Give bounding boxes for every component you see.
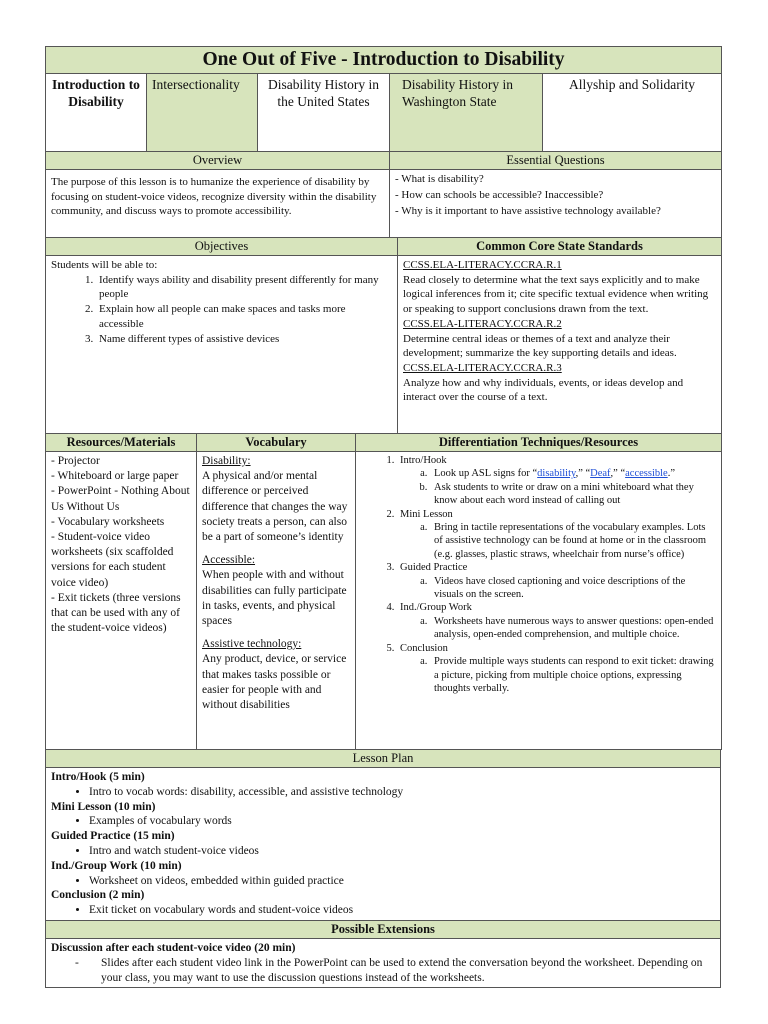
overview-text: The purpose of this lesson is to humanize the experience of disability by focusing on student-voice videos, recognize diversity within the disability community, and discuss ways to promote accessibility. (46, 170, 390, 238)
vocab-term: Assistive technology: (202, 638, 302, 651)
resources-table (45, 433, 722, 750)
objective-item: 3. Name different types of assistive devices (96, 332, 392, 347)
objectives-table (45, 237, 722, 434)
vocabulary-list (197, 452, 356, 750)
lesson-section-title: Ind./Group Work (10 min) (51, 859, 182, 872)
diff-step-conclusion: 5. Conclusion a. Provide multiple ways students can respond to exit ticket: drawing a picture, picking from multiple choice options, expressing thoughts verbally. (397, 642, 716, 696)
objective-item: 1. Identify ways ability and disability present differently for many people (96, 273, 392, 302)
lesson-section-title: Conclusion (2 min) (51, 889, 145, 902)
link-disability[interactable]: disability (537, 468, 576, 480)
lesson-section-bullet: • Intro to vocab words: disability, accessible, and assistive technology (89, 785, 715, 800)
diff-step-guided-practice: 3. Guided Practice a. Videos have closed captioning and voice descriptions of the visuals on the screen. (397, 561, 716, 601)
page-title: One Out of Five - Introduction to Disability (46, 47, 722, 74)
vocab-term: Disability: (202, 455, 251, 467)
standard-text: Determine central ideas or themes of a text and analyze their development; summarize the key supporting details and ideas. (403, 332, 677, 360)
essential-question: - How can schools be accessible? Inaccessible? (395, 189, 604, 201)
overview-heading: Overview (46, 152, 390, 170)
link-deaf[interactable]: Deaf (590, 468, 611, 480)
objectives-body (46, 256, 398, 434)
tab-disability-history-us[interactable]: Disability History in the United States (258, 74, 390, 152)
standard-code: CCSS.ELA-LITERACY.CCRA.R.2 (403, 317, 562, 330)
resource-item: - Vocabulary worksheets (51, 515, 165, 528)
vocab-definition: Any product, device, or service that makes tasks possible or easier for people with and without disabilities (202, 653, 347, 712)
vocabulary-heading: Vocabulary (197, 434, 356, 452)
standard-code: CCSS.ELA-LITERACY.CCRA.R.1 (403, 259, 562, 271)
lesson-plan-body (46, 768, 721, 921)
extension-text: - Slides after each student video link in the PowerPoint can be used to extend the conversation beyond the worksheet. Depending on your class, you may want to use the discussion questions instead of the worksheets. (89, 956, 715, 986)
objective-item: 2. Explain how all people can make spaces and tasks more accessible (96, 302, 392, 331)
extensions-table (45, 920, 721, 988)
objectives-heading: Objectives (46, 238, 398, 256)
tab-intersectionality[interactable]: Intersectionality (147, 74, 258, 152)
vocab-definition: A physical and/or mental difference or perceived difference that changes the way society treats a person, can also be a part of someone’s identity (202, 470, 348, 544)
standards-heading: Common Core State Standards (398, 238, 722, 256)
lesson-plan-heading: Lesson Plan (46, 750, 721, 768)
resource-item: - Exit tickets (three versions that can be used with any of the student-voice videos) (51, 591, 181, 635)
resource-item: - Student-voice video worksheets (six scaffolded versions for each student voice video) (51, 531, 174, 589)
extension-title: Discussion after each student-voice video (20 min) (51, 941, 296, 954)
differentiation-list (356, 452, 722, 750)
standard-text: Read closely to determine what the text says explicitly and to make logical inferences from it; cite specific textual evidence when writing or speaking to support conclusions drawn from the text. (403, 273, 709, 316)
essential-question: - Why is it important to have assistive technology available? (395, 205, 661, 217)
lesson-document (45, 46, 721, 988)
resource-item: - Projector (51, 455, 100, 467)
lesson-section-bullet: • Exit ticket on vocabulary words and student-voice videos (89, 903, 715, 918)
title-table (45, 46, 722, 152)
vocab-definition: When people with and without disabilities can fully participate in tasks, events, and physical spaces (202, 569, 347, 628)
lesson-section-title: Intro/Hook (5 min) (51, 771, 145, 783)
lesson-section-bullet: • Examples of vocabulary words (89, 814, 715, 829)
differentiation-heading: Differentiation Techniques/Resources (356, 434, 722, 452)
resource-item: - Whiteboard or large paper (51, 470, 179, 483)
vocab-term: Accessible: (202, 554, 256, 567)
lesson-section-title: Mini Lesson (10 min) (51, 800, 156, 813)
link-accessible[interactable]: accessible (625, 468, 668, 480)
objectives-intro: Students will be able to: (51, 259, 158, 271)
extensions-body (46, 938, 721, 987)
resources-list (46, 452, 197, 750)
extensions-heading: Possible Extensions (46, 920, 721, 938)
tab-allyship-and-solidarity[interactable]: Allyship and Solidarity (543, 74, 722, 152)
lesson-section-bullet: • Intro and watch student-voice videos (89, 844, 715, 859)
diff-step-mini-lesson: 2. Mini Lesson a. Bring in tactile representations of the vocabulary examples. Lots of assistive technology can be found at home or in the classroom (e.g. glasses, plastic straws, wheelchair from nurse’s office) (397, 508, 716, 562)
standard-code: CCSS.ELA-LITERACY.CCRA.R.3 (403, 361, 562, 374)
essential-question: - What is disability? (395, 173, 484, 185)
essential-questions-list (390, 170, 722, 238)
standard-text: Analyze how and why individuals, events, or ideas develop and interact over the course of a text. (403, 376, 684, 404)
essential-questions-heading: Essential Questions (390, 152, 722, 170)
diff-step-group-work: 4. Ind./Group Work a. Worksheets have numerous ways to answer questions: open-ended analysis, open-ended comprehension, and multiple choice. (397, 601, 716, 641)
resources-heading: Resources/Materials (46, 434, 197, 452)
lesson-section-bullet: • Worksheet on videos, embedded within guided practice (89, 874, 715, 889)
lesson-section-title: Guided Practice (15 min) (51, 830, 175, 843)
lesson-plan-table (45, 749, 721, 921)
overview-table (45, 151, 722, 238)
standards-body (398, 256, 722, 434)
tab-introduction-to-disability[interactable]: Introduction to Disability (46, 74, 147, 152)
tab-disability-history-wa[interactable]: Disability History in Washington State (390, 74, 543, 152)
diff-step-intro-hook: 1. Intro/Hook a. Look up ASL signs for “disability,” “Deaf,” “accessible.” b. Ask students to write or draw on a mini whiteboard what they know about each word instead of calling out (397, 454, 716, 508)
resource-item: - PowerPoint - Nothing About Us Without Us (51, 485, 190, 513)
